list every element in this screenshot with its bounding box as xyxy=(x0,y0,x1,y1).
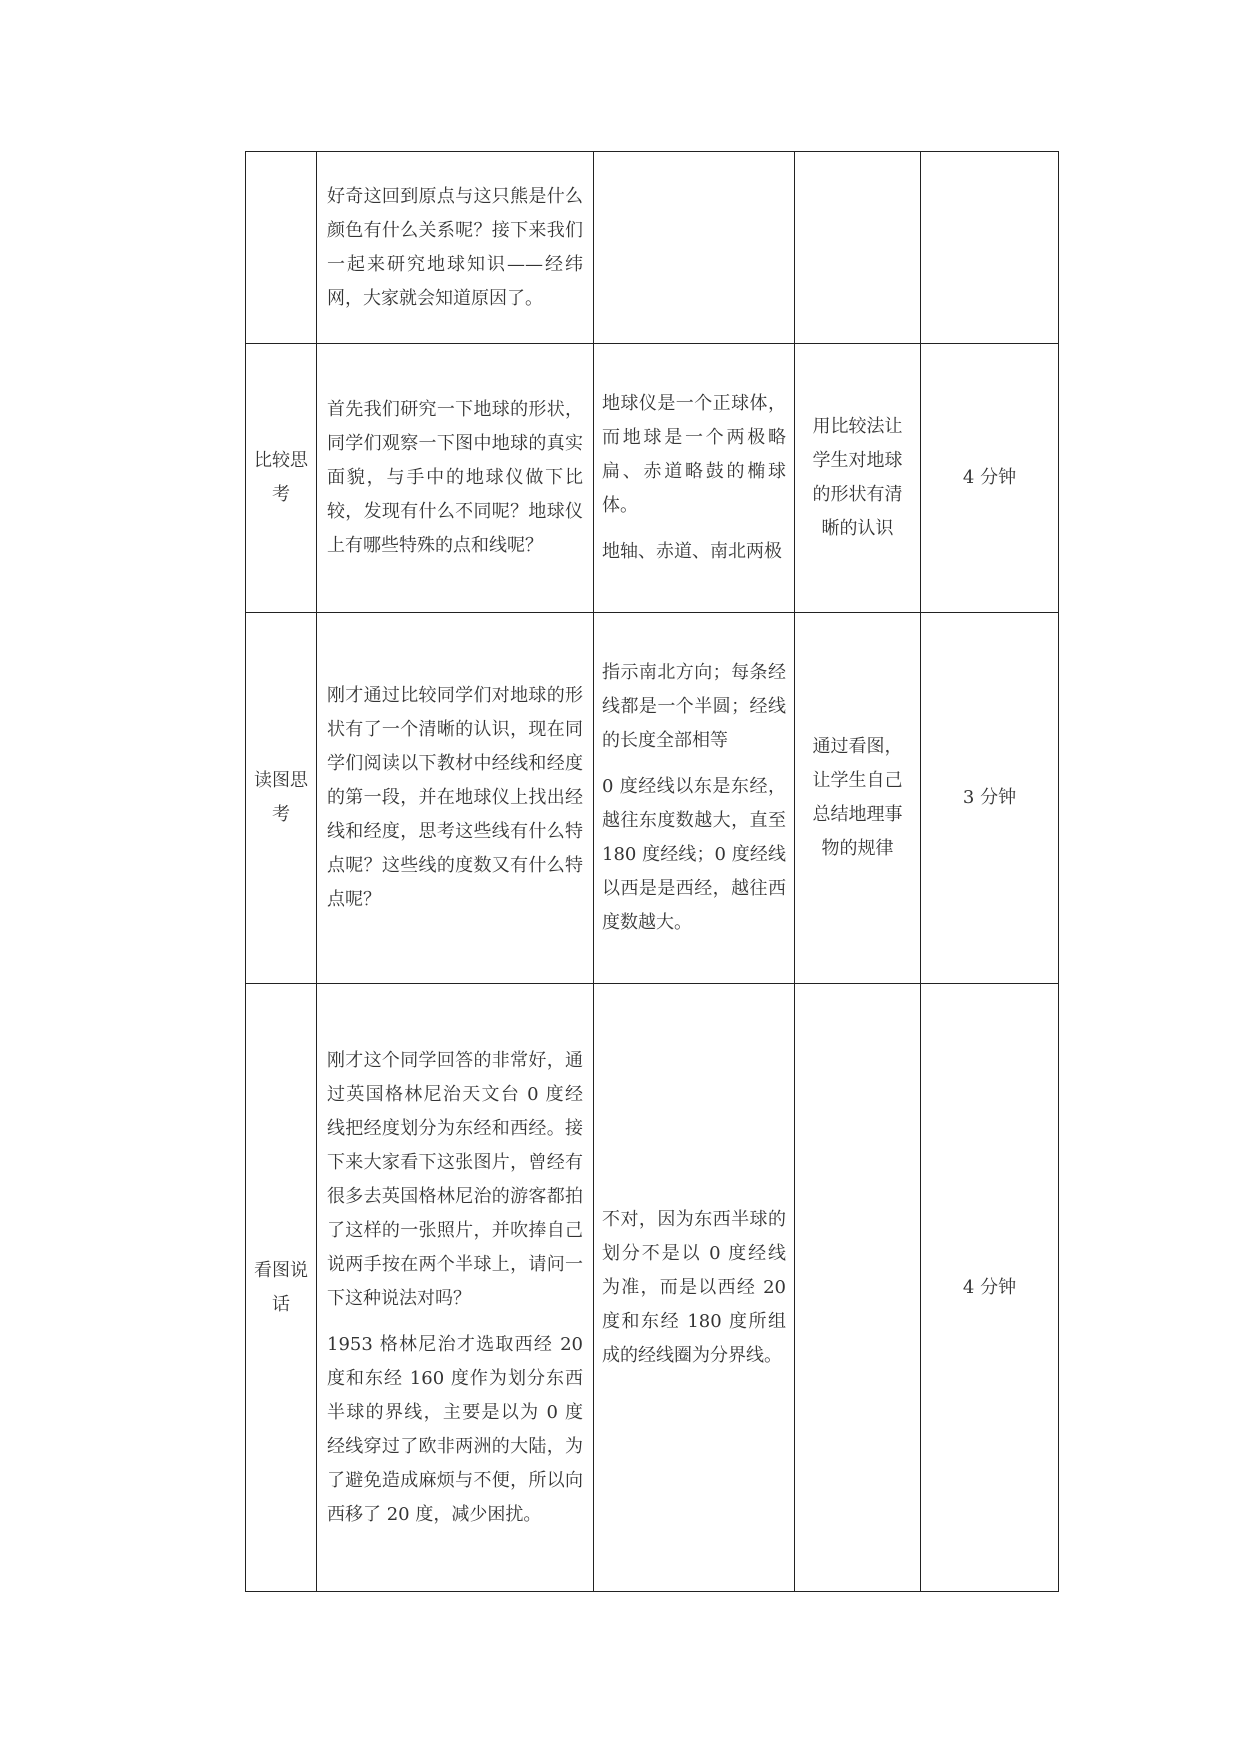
teacher-activity-cell xyxy=(317,613,594,984)
time-cell xyxy=(921,152,1059,344)
student-activity-text: 地轴、赤道、南北两极 xyxy=(602,541,782,562)
design-intent-cell xyxy=(795,344,921,613)
student-activity-text: 不对，因为东西半球的划分不是以 0 度经线为准，而是以西经 20 度和东经 180 度所组成的经线圈为分界线。 xyxy=(602,1208,786,1366)
teacher-activity-cell xyxy=(317,344,594,613)
time-text: 4 分钟 xyxy=(962,1276,1017,1298)
time-cell xyxy=(921,613,1059,984)
time-text: 3 分钟 xyxy=(962,787,1017,808)
student-activity-text: 0 度经线以东是东经，越往东度数越大，直至 180 度经线；0 度经线以西是是西经，越往西度数越大。 xyxy=(602,776,786,933)
student-activity-cell xyxy=(594,613,795,984)
stage-label: 读图思考 xyxy=(254,770,308,825)
teacher-activity-text: 1953 格林尼治才选取西经 20 度和东经 160 度作为划分东西半球的界线，主要是以为 0 度经线穿过了欧非两洲的大陆，为了避免造成麻烦与不便，所以向西移了 20 度，减少困扰。 xyxy=(327,1333,583,1525)
design-intent-cell xyxy=(795,613,921,984)
teacher-activity-cell xyxy=(317,984,594,1592)
time-cell xyxy=(921,984,1059,1592)
stage-label: 比较思考 xyxy=(254,450,308,505)
stage-cell xyxy=(246,613,317,984)
teacher-activity-cell xyxy=(317,152,594,344)
lesson-plan-table xyxy=(245,151,1059,1592)
design-intent-cell xyxy=(795,152,921,344)
design-intent-text: 用比较法让学生对地球的形状有清晰的认识 xyxy=(812,416,903,539)
stage-cell xyxy=(246,984,317,1592)
teacher-activity-text: 刚才这个同学回答的非常好，通过英国格林尼治天文台 0 度经线把经度划分为东经和西经。接下来大家看下这张图片，曾经有很多去英国格林尼治的游客都拍了这样的一张照片，并吹捧自己说两手按在两个半球上，请问一下这种说法对吗？ xyxy=(327,1049,583,1309)
teacher-activity-text: 首先我们研究一下地球的形状，同学们观察一下图中地球的真实面貌，与手中的地球仪做下比较，发现有什么不同呢？地球仪上有哪些特殊的点和线呢？ xyxy=(327,399,583,556)
table-row xyxy=(246,344,1059,613)
stage-cell xyxy=(246,152,317,344)
stage-cell xyxy=(246,344,317,613)
student-activity-cell xyxy=(594,984,795,1592)
student-activity-cell xyxy=(594,344,795,613)
student-activity-text: 地球仪是一个正球体，而地球是一个两极略扁、赤道略鼓的椭球体。 xyxy=(602,393,786,516)
design-intent-text: 通过看图，让学生自己总结地理事物的规律 xyxy=(812,736,903,859)
stage-label: 看图说话 xyxy=(254,1259,308,1315)
design-intent-cell xyxy=(795,984,921,1592)
student-activity-cell xyxy=(594,152,795,344)
student-activity-text: 指示南北方向；每条经线都是一个半圆；经线的长度全部相等 xyxy=(602,662,786,751)
table-row xyxy=(246,152,1059,344)
time-text: 4 分钟 xyxy=(962,467,1017,488)
time-cell xyxy=(921,344,1059,613)
table-row xyxy=(246,613,1059,984)
teacher-activity-text: 刚才通过比较同学们对地球的形状有了一个清晰的认识，现在同学们阅读以下教材中经线和经度的第一段，并在地球仪上找出经线和经度，思考这些线有什么特点呢？这些线的度数又有什么特点呢？ xyxy=(327,685,583,910)
table-row xyxy=(246,984,1059,1592)
teacher-activity-text: 好奇这回到原点与这只熊是什么颜色有什么关系呢？接下来我们一起来研究地球知识——经纬网，大家就会知道原因了。 xyxy=(327,185,583,309)
